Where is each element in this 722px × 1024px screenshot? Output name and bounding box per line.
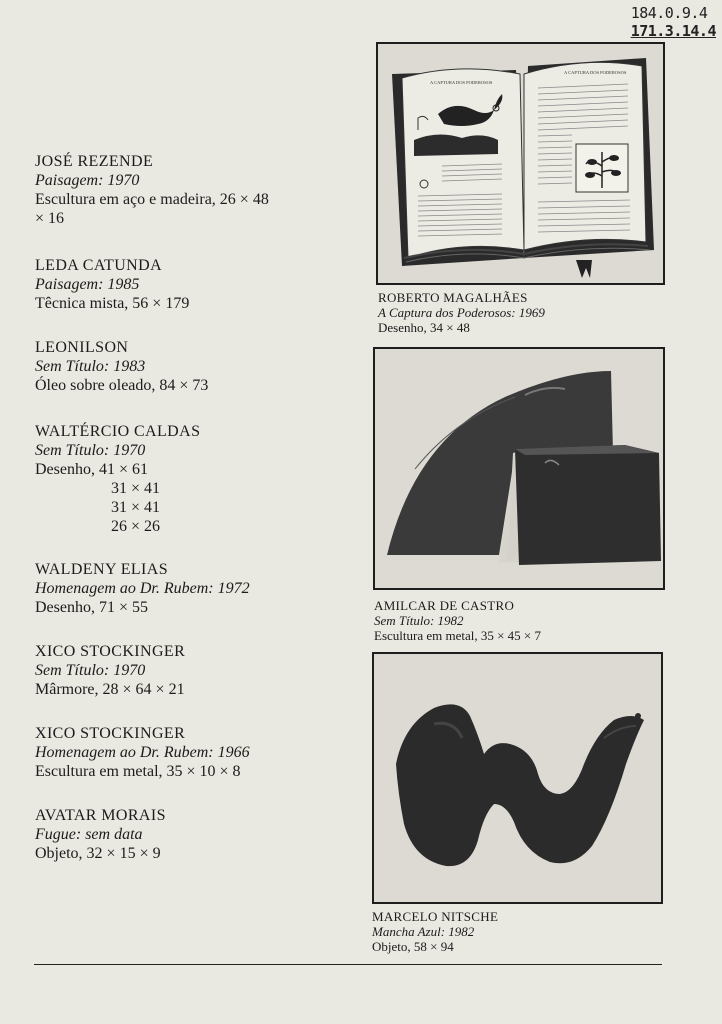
caption-detail: Desenho, 34 × 48 xyxy=(378,320,470,335)
artist-name: WALDENY ELIAS xyxy=(35,561,169,578)
artwork-detail: Óleo sobre oleado, 84 × 73 xyxy=(35,377,209,394)
caption-artist: AMILCAR DE CASTRO xyxy=(374,598,515,613)
plate-caption xyxy=(372,909,498,954)
artist-name: LEDA CATUNDA xyxy=(35,257,163,274)
catalog-number-line1: 184.0.9.4 xyxy=(630,4,708,22)
footer-rule xyxy=(34,964,662,965)
artwork-title: Homenagem ao Dr. Rubem: 1966 xyxy=(35,744,250,761)
artwork-list xyxy=(35,152,335,863)
artwork-entry xyxy=(35,152,335,228)
artwork-detail: Desenho, 71 × 55 xyxy=(35,599,149,616)
brush-object-image xyxy=(374,654,661,902)
book-left-heading: A CAPTURA DOS PODEROSOS xyxy=(430,80,493,85)
artwork-title: Paisagem: 1970 xyxy=(35,172,140,189)
artwork-detail-size: 31 × 41 xyxy=(111,499,161,516)
plate-metal-sculpture xyxy=(373,347,665,590)
artwork-detail-size: 31 × 41 xyxy=(111,480,161,497)
plate-open-book xyxy=(376,42,665,285)
open-book-illustration xyxy=(378,44,663,283)
caption-title: A Captura dos Poderosos: 1969 xyxy=(378,305,545,320)
book-right-heading: A CAPTURA DOS PODEROSOS xyxy=(564,70,627,75)
plate-caption xyxy=(374,598,541,643)
artwork-title: Paisagem: 1985 xyxy=(35,276,140,293)
artist-name: JOSÉ REZENDE xyxy=(35,153,154,170)
artwork-entry xyxy=(35,256,335,313)
artwork-detail-continued: × 16 xyxy=(35,210,65,227)
artwork-detail: Escultura em aço e madeira, 26 × 48 xyxy=(35,191,269,208)
artist-name: WALTÉRCIO CALDAS xyxy=(35,423,201,440)
artwork-entry xyxy=(35,642,335,699)
catalog-number-line2: 171.3.14.4 xyxy=(630,22,716,40)
plate-caption xyxy=(378,290,545,335)
artwork-entry xyxy=(35,560,335,617)
artwork-title: Sem Título: 1970 xyxy=(35,442,146,459)
caption-detail: Objeto, 58 × 94 xyxy=(372,939,454,954)
plate-brush-object xyxy=(372,652,663,904)
artwork-detail-size: 26 × 26 xyxy=(111,518,161,535)
artwork-title: Homenagem ao Dr. Rubem: 1972 xyxy=(35,580,250,597)
caption-title: Mancha Azul: 1982 xyxy=(372,924,475,939)
artwork-entry xyxy=(35,724,335,781)
artist-name: XICO STOCKINGER xyxy=(35,725,186,742)
caption-artist: MARCELO NITSCHE xyxy=(372,909,499,924)
artist-name: LEONILSON xyxy=(35,339,129,356)
artwork-detail: Objeto, 32 × 15 × 9 xyxy=(35,845,161,862)
artwork-title: Fugue: sem data xyxy=(35,826,143,843)
catalog-number-annotation xyxy=(631,4,716,40)
artwork-detail: Têcnica mista, 56 × 179 xyxy=(35,295,190,312)
artwork-title: Sem Título: 1970 xyxy=(35,662,146,679)
artwork-detail: Desenho, 41 × 61 xyxy=(35,461,149,478)
artwork-entry xyxy=(35,806,335,863)
artist-name: XICO STOCKINGER xyxy=(35,643,186,660)
artwork-detail: Mârmore, 28 × 64 × 21 xyxy=(35,681,185,698)
caption-detail: Escultura em metal, 35 × 45 × 7 xyxy=(374,628,542,643)
artwork-detail: Escultura em metal, 35 × 10 × 8 xyxy=(35,763,241,780)
artwork-entry xyxy=(35,422,335,536)
caption-title: Sem Título: 1982 xyxy=(374,613,464,628)
artwork-title: Sem Título: 1983 xyxy=(35,358,146,375)
artist-name: AVATAR MORAIS xyxy=(35,807,166,824)
artwork-entry xyxy=(35,338,335,395)
metal-sculpture-image xyxy=(375,349,663,588)
caption-artist: ROBERTO MAGALHÃES xyxy=(378,290,528,305)
